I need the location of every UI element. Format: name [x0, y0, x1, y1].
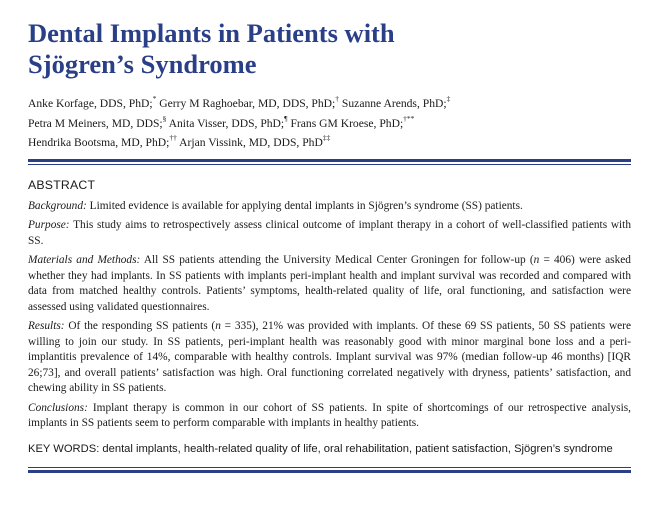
- author-name: Gerry M Raghoebar, MD, DDS, PhD;: [156, 97, 336, 110]
- section-label: Conclusions:: [28, 401, 88, 414]
- section-text: = 335), 21% was provided with implants. Of these 69 SS patients, 50 SS patients were willing to join our study. In SS patients, peri-implant health was reasonably good with minor marginal bone loss and a peri-implantitis prevalence of 14%, comparable with healthy controls. Implant survival was 97% (median follow-up 46 months) [IQR 26;73], and overall patients’ satisfaction was high. Oral functioning correlated negatively with dryness, patients’ satisfaction, and chewing ability in SS patients.: [28, 319, 631, 395]
- section-label: Results:: [28, 319, 65, 332]
- affiliation-mark: ¶: [284, 113, 288, 123]
- sample-size-symbol: n: [215, 319, 221, 332]
- sample-size-symbol: n: [533, 253, 540, 266]
- affiliation-mark: *: [152, 94, 157, 104]
- keywords-text: : dental implants, health-related quality of life, oral rehabilitation, patient satisfaction, Sjögren’s syndrome: [96, 443, 613, 455]
- author-list: [28, 94, 643, 153]
- divider-top-thick: [28, 159, 631, 162]
- abstract-background: [28, 199, 631, 215]
- author-name: Anke Korfage, DDS, PhD;: [28, 97, 153, 110]
- article-title: [28, 18, 628, 80]
- affiliation-mark: ††: [169, 133, 177, 143]
- keywords-label: KEY WORDS: [28, 443, 97, 455]
- affiliation-mark: ‡‡: [322, 133, 331, 143]
- section-text: All SS patients attending the University Medical Center Groningen for follow-up (: [140, 253, 534, 266]
- author-line-2: [28, 114, 643, 134]
- author-name: Frans GM Kroese, PhD;: [287, 116, 404, 130]
- section-text: Limited evidence is available for applying dental implants in Sjögren’s syndrome (SS) patients.: [86, 200, 523, 212]
- abstract-purpose: [28, 218, 631, 249]
- abstract-heading: ABSTRACT: [28, 178, 96, 192]
- title-line-1: Dental Implants in Patients with: [28, 18, 395, 48]
- affiliation-mark: §: [162, 113, 167, 123]
- title-line-2: Sjögren’s Syndrome: [28, 49, 257, 79]
- abstract-methods: [28, 253, 631, 315]
- divider-bottom-thin: [28, 467, 631, 468]
- author-name: Arjan Vissink, MD, DDS, PhD: [176, 136, 323, 149]
- author-name: Anita Visser, DDS, PhD;: [166, 116, 285, 130]
- section-text: Implant therapy is common in our cohort of SS patients. In spite of shortcomings of our retrospective analysis, implants in SS patients seem to perform comparable with implants in healthy patients.: [28, 401, 631, 430]
- section-label: Materials and Methods:: [28, 253, 141, 266]
- author-name: Suzanne Arends, PhD;: [339, 97, 447, 110]
- author-name: Hendrika Bootsma, MD, PhD;: [28, 136, 170, 149]
- section-label: Background:: [28, 200, 87, 212]
- divider-bottom-thick: [28, 470, 631, 473]
- abstract-results: [28, 319, 631, 397]
- section-text: This study aims to retrospectively assess clinical outcome of implant therapy in a cohort of well-classified patients with SS.: [28, 219, 631, 247]
- keywords: [28, 443, 643, 455]
- author-name: Petra M Meiners, MD, DDS;: [28, 116, 163, 130]
- affiliation-mark: ‡: [446, 94, 451, 104]
- divider-top-thin: [28, 164, 631, 165]
- section-label: Purpose:: [28, 219, 70, 232]
- affiliation-mark: †: [335, 94, 340, 104]
- author-line-1: [28, 94, 643, 114]
- section-text: = 406) were asked whether they had implants. In SS patients with implants peri-implant health and implant survival was recorded and compared with data from matched healthy controls. Patients’ symptoms, health-related quality of life, oral functioning, and satisfaction were assessed using validated questionnaires.: [28, 253, 631, 313]
- section-text: Of the responding SS patients (: [64, 319, 216, 332]
- author-line-3: [28, 133, 643, 153]
- affiliation-mark: †**: [403, 113, 415, 123]
- abstract-conclusions: [28, 401, 631, 432]
- abstract-body: [28, 199, 631, 435]
